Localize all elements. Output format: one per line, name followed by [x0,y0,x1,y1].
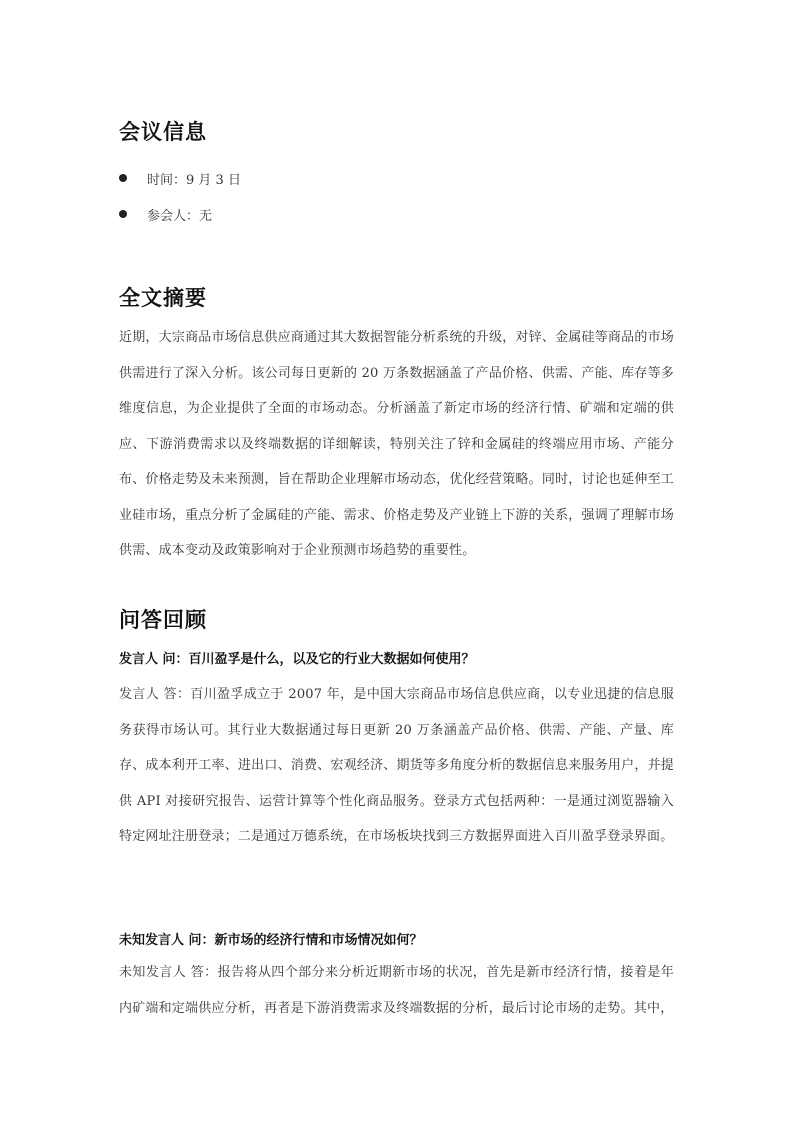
summary-paragraph: 近期，大宗商品市场信息供应商通过其大数据智能分析系统的升级，对锌、金属硅等商品的市场供需进行了深入分析。该公司每日更新的 20 万条数据涵盖了产品价格、供需、产能、库存等多维度信息，为企业提供了全面的市场动态。分析涵盖了新定市场的经济行情、矿端和定端的供应、下游消费需求以及终端数据的详细解读，特别关注了锌和金属硅的终端应用市场、产能分布、价格走势及未来预测，旨在帮助企业理解市场动态，优化经营策略。同时，讨论也延伸至工业硅市场，重点分析了金属硅的产能、需求、价格走势及产业链上下游的关系，强调了理解市场供需、成本变动及政策影响对于企业预测市场趋势的重要性。 [119,330,674,558]
qa-heading: 问答回顾 [119,608,207,632]
qa-question-1: 发言人 问：百川盈孚是什么，以及它的行业大数据如何使用？ [119,652,475,667]
meeting-time-item [119,168,241,188]
bullet-icon [119,174,127,182]
qa-question-2: 未知发言人 问：新市场的经济行情和市场情况如何？ [119,933,423,948]
bullet-icon [119,210,127,218]
summary-heading: 全文摘要 [119,286,207,310]
qa-answer-1: 发言人 答：百川盈孚成立于 2007 年，是中国大宗商品市场信息供应商，以专业迅捷的信息服务获得市场认可。其行业大数据通过每日更新 20 万条涵盖产品价格、供需、产能、产量、库存、成本利开工率、进出口、消费、宏观经济、期货等多角度分析的数据信息来服务用户，并提供 API 对接研究报告、运营计算等个性化商品服务。登录方式包括两种：一是通过浏览器输入特定网址注册登录；二是通过万德系统，在市场板块找到三方数据界面进入百川盈孚登录界面。 [119,687,674,844]
meeting-attendees-item [119,204,212,224]
meeting-info-heading: 会议信息 [119,120,207,144]
meeting-attendees-text: 参会人：无 [147,208,213,224]
qa-answer-2: 未知发言人 答：报告将从四个部分来分析近期新市场的状况，首先是新市经济行情，接着是年内矿端和定端供应分析，再者是下游消费需求及终端数据的分析，最后讨论市场的走势。其中， [119,965,674,1016]
meeting-time-text: 时间：9 月 3 日 [147,172,241,188]
